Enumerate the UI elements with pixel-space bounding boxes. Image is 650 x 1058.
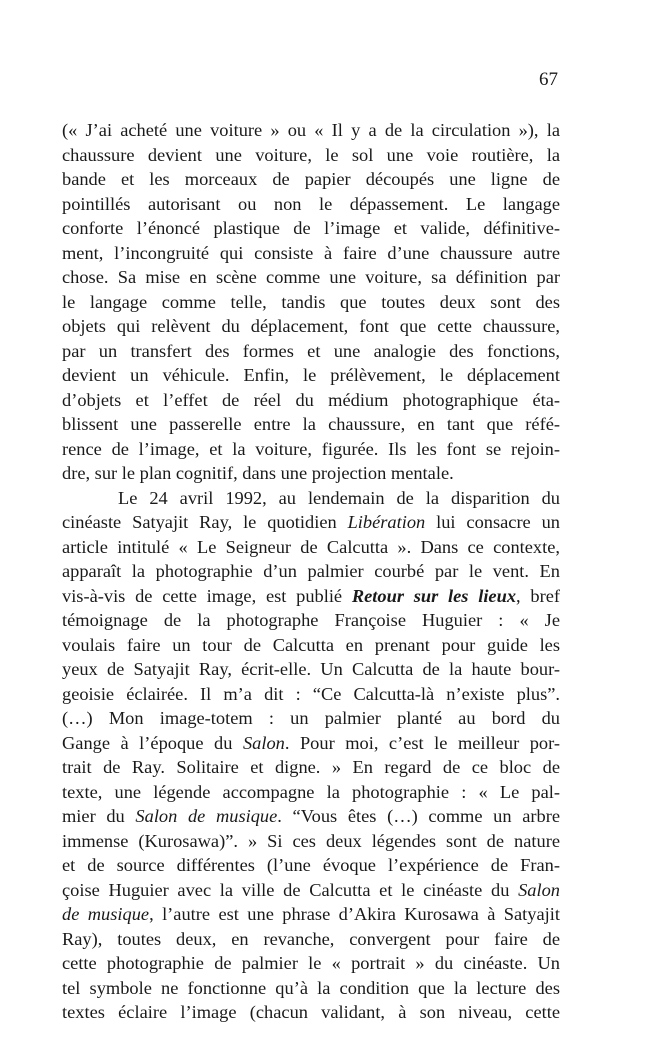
text-line xyxy=(62,486,560,511)
text-line xyxy=(62,951,560,976)
text-line xyxy=(62,608,560,633)
text-run: par un transfert des formes et une analogie des fonctions, xyxy=(62,340,560,361)
text-run: textes éclaire l’image (chacun validant, à son niveau, cette xyxy=(62,1002,560,1022)
text-run: devient un véhicule. Enfin, le prélèvement, le déplacement xyxy=(62,365,560,385)
text-line xyxy=(62,265,560,290)
text-run: (« J’ai acheté une voiture » ou « Il y a de la circulation »), la xyxy=(62,120,560,140)
text-run: pointillés autorisant ou non le dépassement. Le langage xyxy=(62,193,560,214)
text-line xyxy=(62,902,560,927)
text-line xyxy=(62,853,560,878)
emphasis-text: de musique xyxy=(62,904,150,924)
text-run: . “Vous êtes (…) comme un arbre xyxy=(277,806,560,826)
text-line xyxy=(62,755,560,780)
text-line xyxy=(62,878,560,903)
text-line xyxy=(62,633,560,658)
text-run: rence de l’image, et la voiture, figurée. Ils les font se rejoin- xyxy=(62,438,560,459)
text-line xyxy=(62,657,560,682)
text-run: blissent une passerelle entre la chaussure, en tant que réfé- xyxy=(62,414,560,434)
text-run: geoisie éclairée. Il m’a dit : “Ce Calcutta-là n’existe plus”. xyxy=(62,683,560,704)
text-line xyxy=(62,584,560,609)
text-line xyxy=(62,731,560,756)
text-line xyxy=(62,241,560,266)
text-line xyxy=(62,804,560,829)
text-run: objets qui relèvent du déplacement, font que cette chaussure, xyxy=(62,316,560,336)
text-line xyxy=(62,927,560,952)
text-run: . Pour moi, c’est le meilleur por- xyxy=(284,732,560,753)
text-line xyxy=(62,780,560,805)
text-run: conforte l’énoncé plastique de l’image et valide, définitive- xyxy=(62,218,560,238)
text-run: Gange à l’époque du xyxy=(62,732,243,753)
text-run: çoise Huguier avec la ville de Calcutta et le cinéaste du xyxy=(62,879,519,900)
text-line xyxy=(62,290,560,315)
text-line xyxy=(62,559,560,584)
text-run: immense (Kurosawa)”. » Si ces deux légendes sont de nature xyxy=(62,830,560,851)
text-run: Ray), toutes deux, en revanche, convergent pour faire de xyxy=(62,928,560,949)
emphasis-text: Libération xyxy=(347,512,426,532)
text-line xyxy=(62,314,560,339)
text-line xyxy=(62,706,560,731)
text-line xyxy=(62,143,560,168)
emphasis-text: Salon de musique xyxy=(135,806,278,826)
text-run: tel symbole ne fonctionne qu’à la condition que la lecture des xyxy=(62,977,560,998)
text-run: trait de Ray. Solitaire et digne. » En regard de ce bloc de xyxy=(62,757,560,777)
text-line xyxy=(62,388,560,413)
text-line xyxy=(62,339,560,364)
paragraph xyxy=(62,118,560,486)
text-run: cette photographie de palmier le « portrait » du cinéaste. Un xyxy=(62,953,560,973)
text-run: chaussure devient une voiture, le sol une voie routière, la xyxy=(62,144,560,165)
text-line xyxy=(62,682,560,707)
text-run: , l’autre est une phrase d’Akira Kurosawa à Satyajit xyxy=(149,904,560,924)
text-run: voulais faire un tour de Calcutta en prenant pour guide les xyxy=(62,634,560,655)
text-line xyxy=(62,535,560,560)
text-run: le langage comme telle, tandis que toutes deux sont des xyxy=(62,291,560,312)
text-run: lui consacre un xyxy=(425,512,560,532)
text-line xyxy=(62,437,560,462)
paragraph xyxy=(62,486,560,1025)
page-number: 67 xyxy=(539,69,558,90)
text-run: mier du xyxy=(62,806,136,826)
text-line xyxy=(62,412,560,437)
emphasis-text: Salon xyxy=(518,879,560,900)
text-run: texte, une légende accompagne la photographie : « Le pal- xyxy=(62,781,560,802)
text-run: chose. Sa mise en scène comme une voiture, sa définition par xyxy=(62,267,560,287)
text-line xyxy=(62,510,560,535)
text-run: bande et les morceaux de papier découpés une ligne de xyxy=(62,169,560,189)
text-line xyxy=(62,461,560,486)
text-run: Le 24 avril 1992, au lendemain de la disparition du xyxy=(118,487,560,508)
emphasis-text: Retour sur les lieux xyxy=(351,585,517,606)
text-run: (…) Mon image-totem : un palmier planté au bord du xyxy=(62,708,560,728)
text-run: article intitulé « Le Seigneur de Calcutta ». Dans ce contexte, xyxy=(62,536,560,557)
emphasis-text: Salon xyxy=(242,732,285,753)
text-line xyxy=(62,1000,560,1025)
text-line xyxy=(62,216,560,241)
text-run: apparaît la photographie d’un palmier courbé par le vent. En xyxy=(62,561,560,581)
text-line xyxy=(62,976,560,1001)
text-line xyxy=(62,363,560,388)
text-run: dre, sur le plan cognitif, dans une projection mentale. xyxy=(62,463,454,483)
body-text xyxy=(62,118,560,1025)
text-run: d’objets et l’effet de réel du médium photographique éta- xyxy=(62,389,560,410)
text-run: , bref xyxy=(516,585,560,606)
text-run: et de source différentes (l’une évoque l’expérience de Fran- xyxy=(62,855,560,875)
text-line xyxy=(62,167,560,192)
text-line xyxy=(62,192,560,217)
text-run: témoignage de la photographe Françoise Huguier : « Je xyxy=(62,610,560,630)
text-line xyxy=(62,118,560,143)
text-run: ment, l’incongruité qui consiste à faire d’une chaussure autre xyxy=(62,242,560,263)
text-run: cinéaste Satyajit Ray, le quotidien xyxy=(62,512,348,532)
text-run: vis-à-vis de cette image, est publié xyxy=(62,585,352,606)
text-line xyxy=(62,829,560,854)
text-run: yeux de Satyajit Ray, écrit-elle. Un Calcutta de la haute bour- xyxy=(62,659,560,679)
